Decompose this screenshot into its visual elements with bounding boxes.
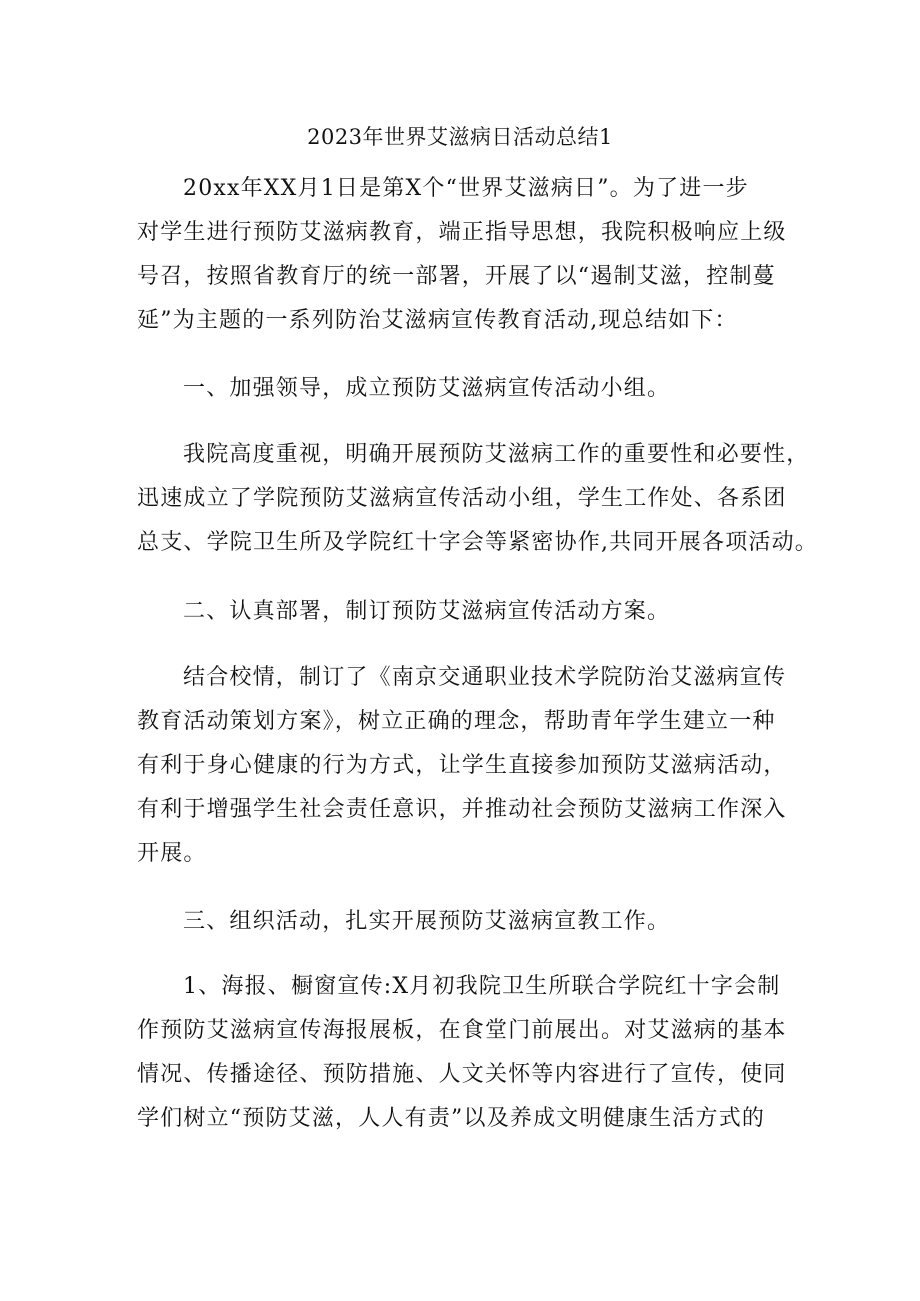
section-1-line: 我院高度重视，明确开展预防艾滋病工作的重要性和必要性， xyxy=(183,442,810,467)
section-3-paragraph xyxy=(137,965,797,1141)
section-2-line: 开展。 xyxy=(137,841,207,866)
section-1-paragraph xyxy=(137,433,818,565)
section-1-line: 迅速成立了学院预防艾滋病宣传活动小组，学生工作处、各系团 xyxy=(137,486,787,511)
intro-line: 延”为主题的一系列防治艾滋病宣传教育活动,现总结如下： xyxy=(137,308,738,333)
section-2-heading-block xyxy=(137,590,797,634)
section-2-paragraph xyxy=(137,656,797,876)
section-3-heading-block xyxy=(137,900,797,944)
section-2-line: 教育活动策划方案》，树立正确的理念，帮助青年学生建立一种 xyxy=(137,709,776,734)
intro-line: 20xx年XX月1日是第X个“世界艾滋病日”。为了进一步 xyxy=(183,176,749,201)
section-3-line: 情况、传播途径、预防措施、人文关怀等内容进行了宣传，使同 xyxy=(137,1062,787,1087)
intro-line: 号召，按照省教育厅的统一部署，开展了以“遏制艾滋，控制蔓 xyxy=(137,264,776,289)
section-1-heading-block xyxy=(137,367,797,411)
section-2-line: 结合校情，制订了《南京交通职业技术学院防治艾滋病宣传 xyxy=(183,665,787,690)
section-3-line: 学们树立“预防艾滋，人人有责”以及养成文明健康生活方式的 xyxy=(137,1106,766,1131)
section-3-heading: 三、组织活动，扎实开展预防艾滋病宣教工作。 xyxy=(183,909,671,934)
intro-paragraph xyxy=(137,167,797,343)
section-3-line: 1、海报、橱窗宣传:X月初我院卫生所联合学院红十字会制 xyxy=(183,974,781,999)
section-1-heading: 一、加强领导，成立预防艾滋病宣传活动小组。 xyxy=(183,376,671,401)
intro-line: 对学生进行预防艾滋病教育，端正指导思想，我院积极响应上级 xyxy=(137,220,787,245)
section-2-heading: 二、认真部署，制订预防艾滋病宣传活动方案。 xyxy=(183,599,671,624)
section-2-line: 有利于身心健康的行为方式，让学生直接参加预防艾滋病活动， xyxy=(137,753,787,778)
section-1-line: 总支、学院卫生所及学院红十字会等紧密协作,共同开展各项活动。 xyxy=(137,530,818,555)
section-2-line: 有利于增强学生社会责任意识，并推动社会预防艾滋病工作深入 xyxy=(137,797,787,822)
section-3-line: 作预防艾滋病宣传海报展板，在食堂门前展出。对艾滋病的基本 xyxy=(137,1018,787,1043)
document-title: 2023年世界艾滋病日活动总结1 xyxy=(307,125,613,149)
